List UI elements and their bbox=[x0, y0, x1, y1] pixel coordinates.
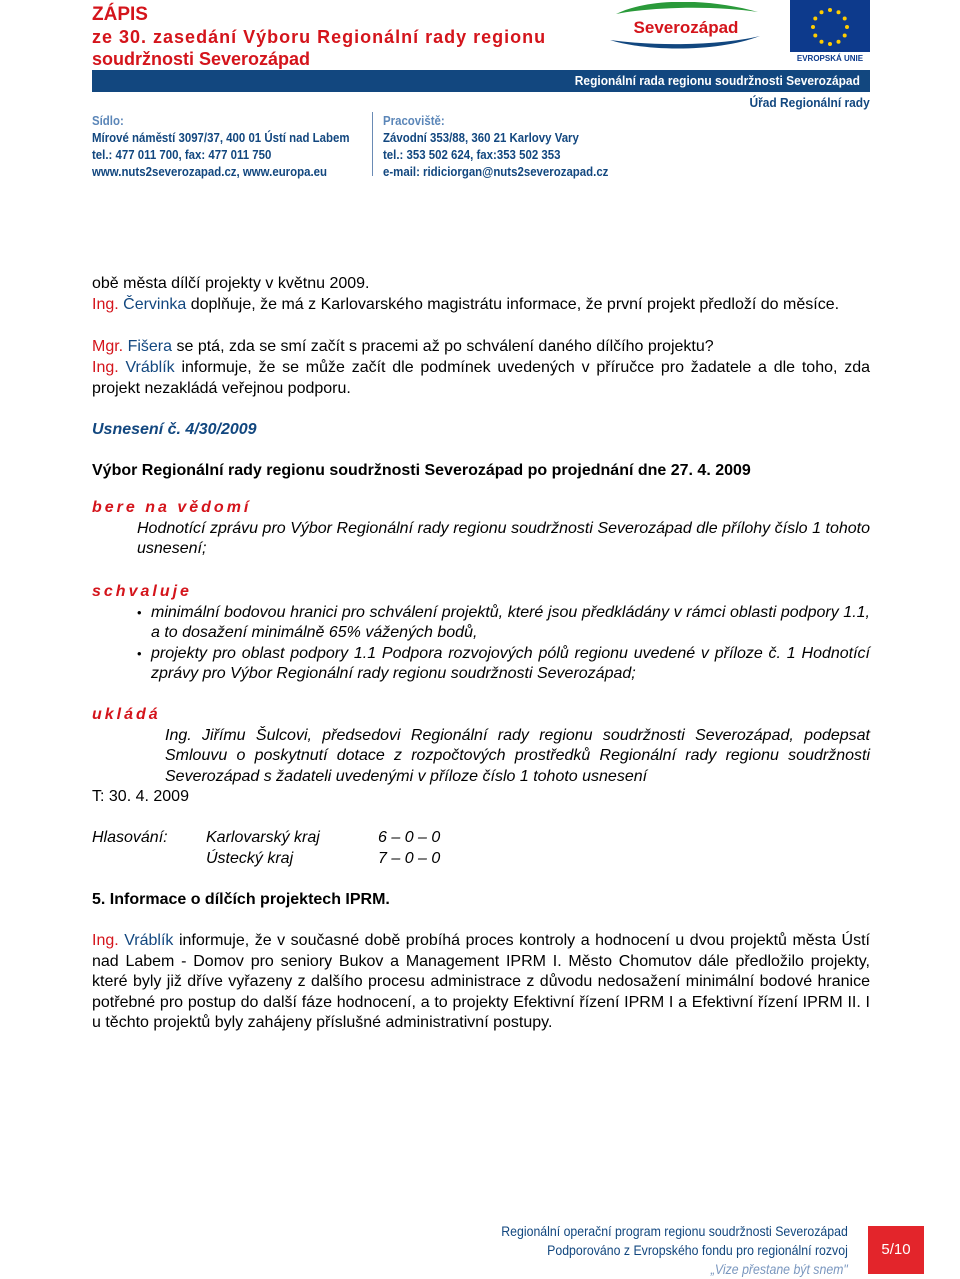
severozapad-logo bbox=[598, 2, 768, 50]
logo-text: Severozápad bbox=[633, 18, 739, 37]
voting bbox=[92, 828, 870, 869]
vote-result: 7 – 0 – 0 bbox=[378, 849, 441, 867]
seat-label: Sídlo: bbox=[92, 113, 124, 128]
paragraph-text: informuje, že v současné době probíhá proces kontroly a hodnocení u dvou projektů města Ústí nad Labem - Domov pro seniory Bukov a Management IPRM I. Město Chomutov dále předložilo projekty, které byly již dříve vyřazeny z dalšího procesu administrace z důvodu nedosažení minimální bodové hranice potřebné pro postup do další fáze hodnocení, a to projekty Efektivní řízení IPRM I a Efektivní řízení IPRM II. I u těchto projektů byly zahájeny příslušné administrativní postupy. bbox=[92, 932, 870, 1032]
seat-phone: tel.: 477 011 700, fax: 477 011 750 bbox=[92, 147, 272, 162]
speaker-title: Ing. bbox=[92, 359, 119, 376]
takes-note-label: bere na vědomí bbox=[92, 499, 252, 516]
paragraph-iprm bbox=[92, 931, 870, 1034]
paragraph-text: doplňuje, že má z Karlovarského magistrátu informace, že první projekt předloží do měsíce. bbox=[186, 296, 840, 313]
footer bbox=[501, 1222, 848, 1279]
speaker-name: Vráblík bbox=[125, 359, 175, 376]
title-line-1: ZÁPIS bbox=[92, 4, 148, 25]
header-bar-text: Regionální rada regionu soudržnosti Severozápad bbox=[574, 73, 860, 88]
paragraph-cervinka bbox=[92, 295, 870, 316]
contact-workplace bbox=[383, 112, 608, 180]
eu-text: EVROPSKÁ UNIE bbox=[796, 54, 864, 62]
speaker-name: Vráblík bbox=[124, 932, 174, 949]
office-name: Úřad Regionální rady bbox=[749, 95, 870, 110]
footer-fund: Podporováno z Evropského fondu pro regionální rozvoj bbox=[547, 1242, 848, 1258]
vote-region: Karlovarský kraj bbox=[206, 829, 320, 846]
header-bar bbox=[92, 70, 870, 92]
approves-label: schvaluje bbox=[92, 583, 192, 600]
workplace-email: e-mail: ridiciorgan@nuts2severozapad.cz bbox=[383, 164, 609, 179]
paragraph-vrablik bbox=[92, 358, 870, 399]
page-number: 5/10 bbox=[868, 1226, 924, 1274]
orders-label: ukládá bbox=[92, 706, 161, 723]
workplace-phone: tel.: 353 502 624, fax:353 502 353 bbox=[383, 147, 561, 162]
title-line-3: soudržnosti Severozápad bbox=[92, 49, 311, 69]
paragraph-fisera bbox=[92, 337, 870, 358]
eu-flag-logo bbox=[790, 0, 870, 62]
speaker-title: Ing. bbox=[92, 932, 119, 949]
contact-seat bbox=[92, 112, 350, 180]
seat-web: www.nuts2severozapad.cz, www.europa.eu bbox=[92, 164, 328, 179]
orders-section bbox=[92, 705, 870, 808]
paragraph-text: informuje, že se může začít dle podmínek uvedených v příručce pro žadatele a dle toho, zda projekt nezakládá veřejnou podporu. bbox=[92, 359, 871, 397]
list-item: • minimální bodovou hranici pro schválení projektů, které jsou předkládány v rámci oblasti podpory 1.1, a to dosažení minimálně 65% vážených bodů, bbox=[151, 603, 870, 644]
seat-address: Mírové náměstí 3097/37, 400 01 Ústí nad Labem bbox=[92, 130, 350, 145]
resolution-number: Usnesení č. 4/30/2009 bbox=[92, 421, 257, 438]
document-title bbox=[92, 4, 546, 70]
speaker-name: Červinka bbox=[123, 296, 187, 313]
contact-divider bbox=[372, 112, 373, 176]
takes-note-section bbox=[92, 498, 870, 560]
speaker-title: Mgr. bbox=[92, 338, 124, 355]
vote-region: Ústecký kraj bbox=[206, 849, 294, 867]
title-line-2: ze 30. zasedání Výboru Regionální rady regionu bbox=[92, 27, 547, 47]
section-heading: 5. Informace o dílčích projektech IPRM. bbox=[92, 891, 390, 908]
list-item: • projekty pro oblast podpory 1.1 Podpora rozvojových pólů regionu uvedené v příloze č. 1 Hodnotící zprávy pro Výbor Regionální rady regionu soudržnosti Severozápad; bbox=[151, 644, 870, 685]
paragraph-continuation: obě města dílčí projekty v květnu 2009. bbox=[92, 275, 370, 292]
orders-text: Ing. Jiřímu Šulcovi, předsedovi Regionální rady regionu soudržnosti Severozápad, podepsat Smlouvu o poskytnutí dotace z rozpočtových prostředků Regionální rady regionu soudržnosti Severozápad s žadateli uvedenými v příloze číslo 1 tohoto usnesení bbox=[165, 726, 870, 785]
workplace-address: Závodní 353/88, 360 21 Karlovy Vary bbox=[383, 130, 579, 145]
workplace-label: Pracoviště: bbox=[383, 113, 445, 128]
speaker-title: Ing. bbox=[92, 296, 119, 313]
approves-list bbox=[92, 603, 870, 685]
vote-label: Hlasování: bbox=[92, 829, 168, 846]
footer-motto: „Vize přestane být snem" bbox=[710, 1261, 848, 1277]
vote-result: 6 – 0 – 0 bbox=[378, 829, 441, 846]
footer-program: Regionální operační program regionu soudržnosti Severozápad bbox=[501, 1223, 848, 1239]
approves-section bbox=[92, 582, 870, 685]
committee-statement: Výbor Regionální rady regionu soudržnosti Severozápad po projednání dne 27. 4. 2009 bbox=[92, 462, 751, 479]
speaker-name: Fišera bbox=[127, 338, 173, 355]
paragraph-text: se ptá, zda se smí začít s pracemi až po schválení daného dílčího projektu? bbox=[172, 338, 714, 355]
deadline: T: 30. 4. 2009 bbox=[92, 788, 189, 806]
takes-note-text: Hodnotící zprávu pro Výbor Regionální rady regionu soudržnosti Severozápad dle přílohy číslo 1 tohoto usnesení; bbox=[137, 519, 870, 558]
